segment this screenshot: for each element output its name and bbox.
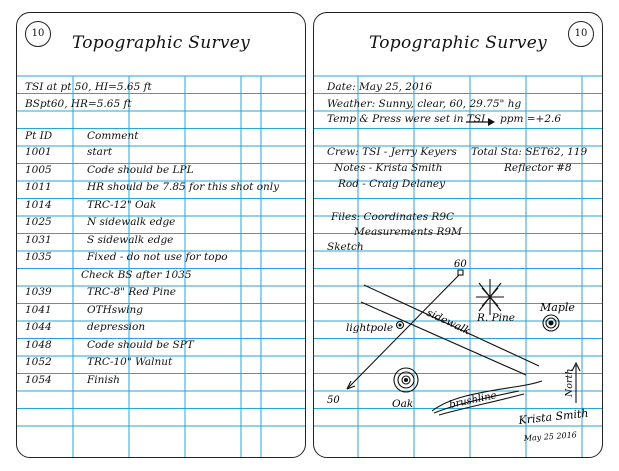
left-page-title: Topographic Survey: [71, 33, 251, 53]
point-id: 1014: [25, 198, 52, 211]
notes-line: Notes - Krista Smith: [334, 162, 443, 174]
signature: Krista Smith: [517, 406, 590, 427]
point-comment: Code should be SPT: [87, 338, 194, 351]
red-pine-icon: [476, 279, 504, 315]
oak-label: Oak: [392, 398, 414, 410]
red-pine-label: R. Pine: [477, 312, 515, 324]
point-60-label: 60: [454, 259, 467, 270]
point-id: 1025: [25, 216, 52, 228]
point-comment: Finish: [87, 373, 120, 386]
crew-line: Crew: TSI - Jerry Keyers: [327, 146, 457, 158]
point-comment: start: [87, 146, 113, 158]
point-id: 1044: [25, 321, 52, 333]
point-comment: N sidewalk edge: [87, 216, 176, 228]
point-id: 1054: [25, 373, 52, 386]
weather-line: Weather: Sunny, clear, 60, 29.75" hg: [327, 98, 522, 110]
point-id: 1048: [25, 338, 52, 351]
point-comment: HR should be 7.85 for this shot only: [87, 181, 280, 193]
point-id: 1031: [25, 233, 52, 246]
point-comment: Check BS after 1035: [81, 268, 192, 281]
comment-column-header: Comment: [87, 130, 139, 142]
point-comment: TRC-10" Walnut: [87, 356, 173, 368]
sketch-label: Sketch: [327, 241, 364, 253]
pt-id-column-header: Pt ID: [25, 130, 53, 142]
left-notebook-page: [16, 12, 306, 458]
point-id: 1011: [25, 181, 52, 193]
point-comment: TRC-12" Oak: [87, 198, 157, 211]
point-comment: S sidewalk edge: [87, 233, 174, 246]
point-50-label: 50: [327, 395, 340, 406]
point-comment: Fixed - do not use for topo: [87, 251, 228, 263]
site-sketch: [314, 13, 602, 457]
reflector-line: Reflector #8: [504, 162, 572, 174]
lightpole-label: lightpole: [346, 322, 394, 334]
temp-press-line: Temp & Press were set in TSI: [327, 113, 486, 125]
point-id: 1001: [25, 146, 52, 158]
point-id: 1035: [25, 251, 52, 263]
point-id: 1005: [25, 163, 52, 176]
point-id: 1039: [25, 286, 52, 298]
signature-date: May 25 2016: [523, 430, 578, 443]
right-page-number: 10: [568, 21, 594, 47]
files-coordinates-line: Files: Coordinates R9C: [331, 211, 455, 223]
instrument-setup-line: TSI at pt 50, HI=5.65 ft: [25, 81, 152, 93]
left-page-number: 10: [25, 21, 51, 47]
brushline-label: brushline: [448, 390, 498, 411]
point-id: 1052: [25, 356, 52, 368]
point-comment: Code should be LPL: [87, 163, 194, 176]
right-page-title: Topographic Survey: [368, 33, 548, 53]
total-station-line: Total Sta: SET62, 119: [471, 146, 588, 158]
north-label: North: [564, 368, 575, 397]
date-line: Date: May 25, 2016: [327, 81, 433, 93]
files-measurements-line: Measurements R9M: [354, 226, 462, 238]
point-id: 1041: [25, 303, 52, 316]
point-60-marker: [458, 270, 463, 275]
backsight-setup-line: BSpt60, HR=5.65 ft: [25, 98, 132, 110]
sidewalk-label: sidewalk: [424, 306, 473, 338]
rod-line: Rod - Craig Delaney: [338, 178, 446, 190]
point-comment: OTHswing: [87, 303, 143, 316]
ppm-value: ppm =+2.6: [500, 113, 562, 125]
right-notebook-page: [313, 12, 603, 458]
point-comment: TRC-8" Red Pine: [87, 286, 176, 298]
maple-label: Maple: [540, 301, 575, 314]
point-comment: depression: [87, 321, 146, 333]
